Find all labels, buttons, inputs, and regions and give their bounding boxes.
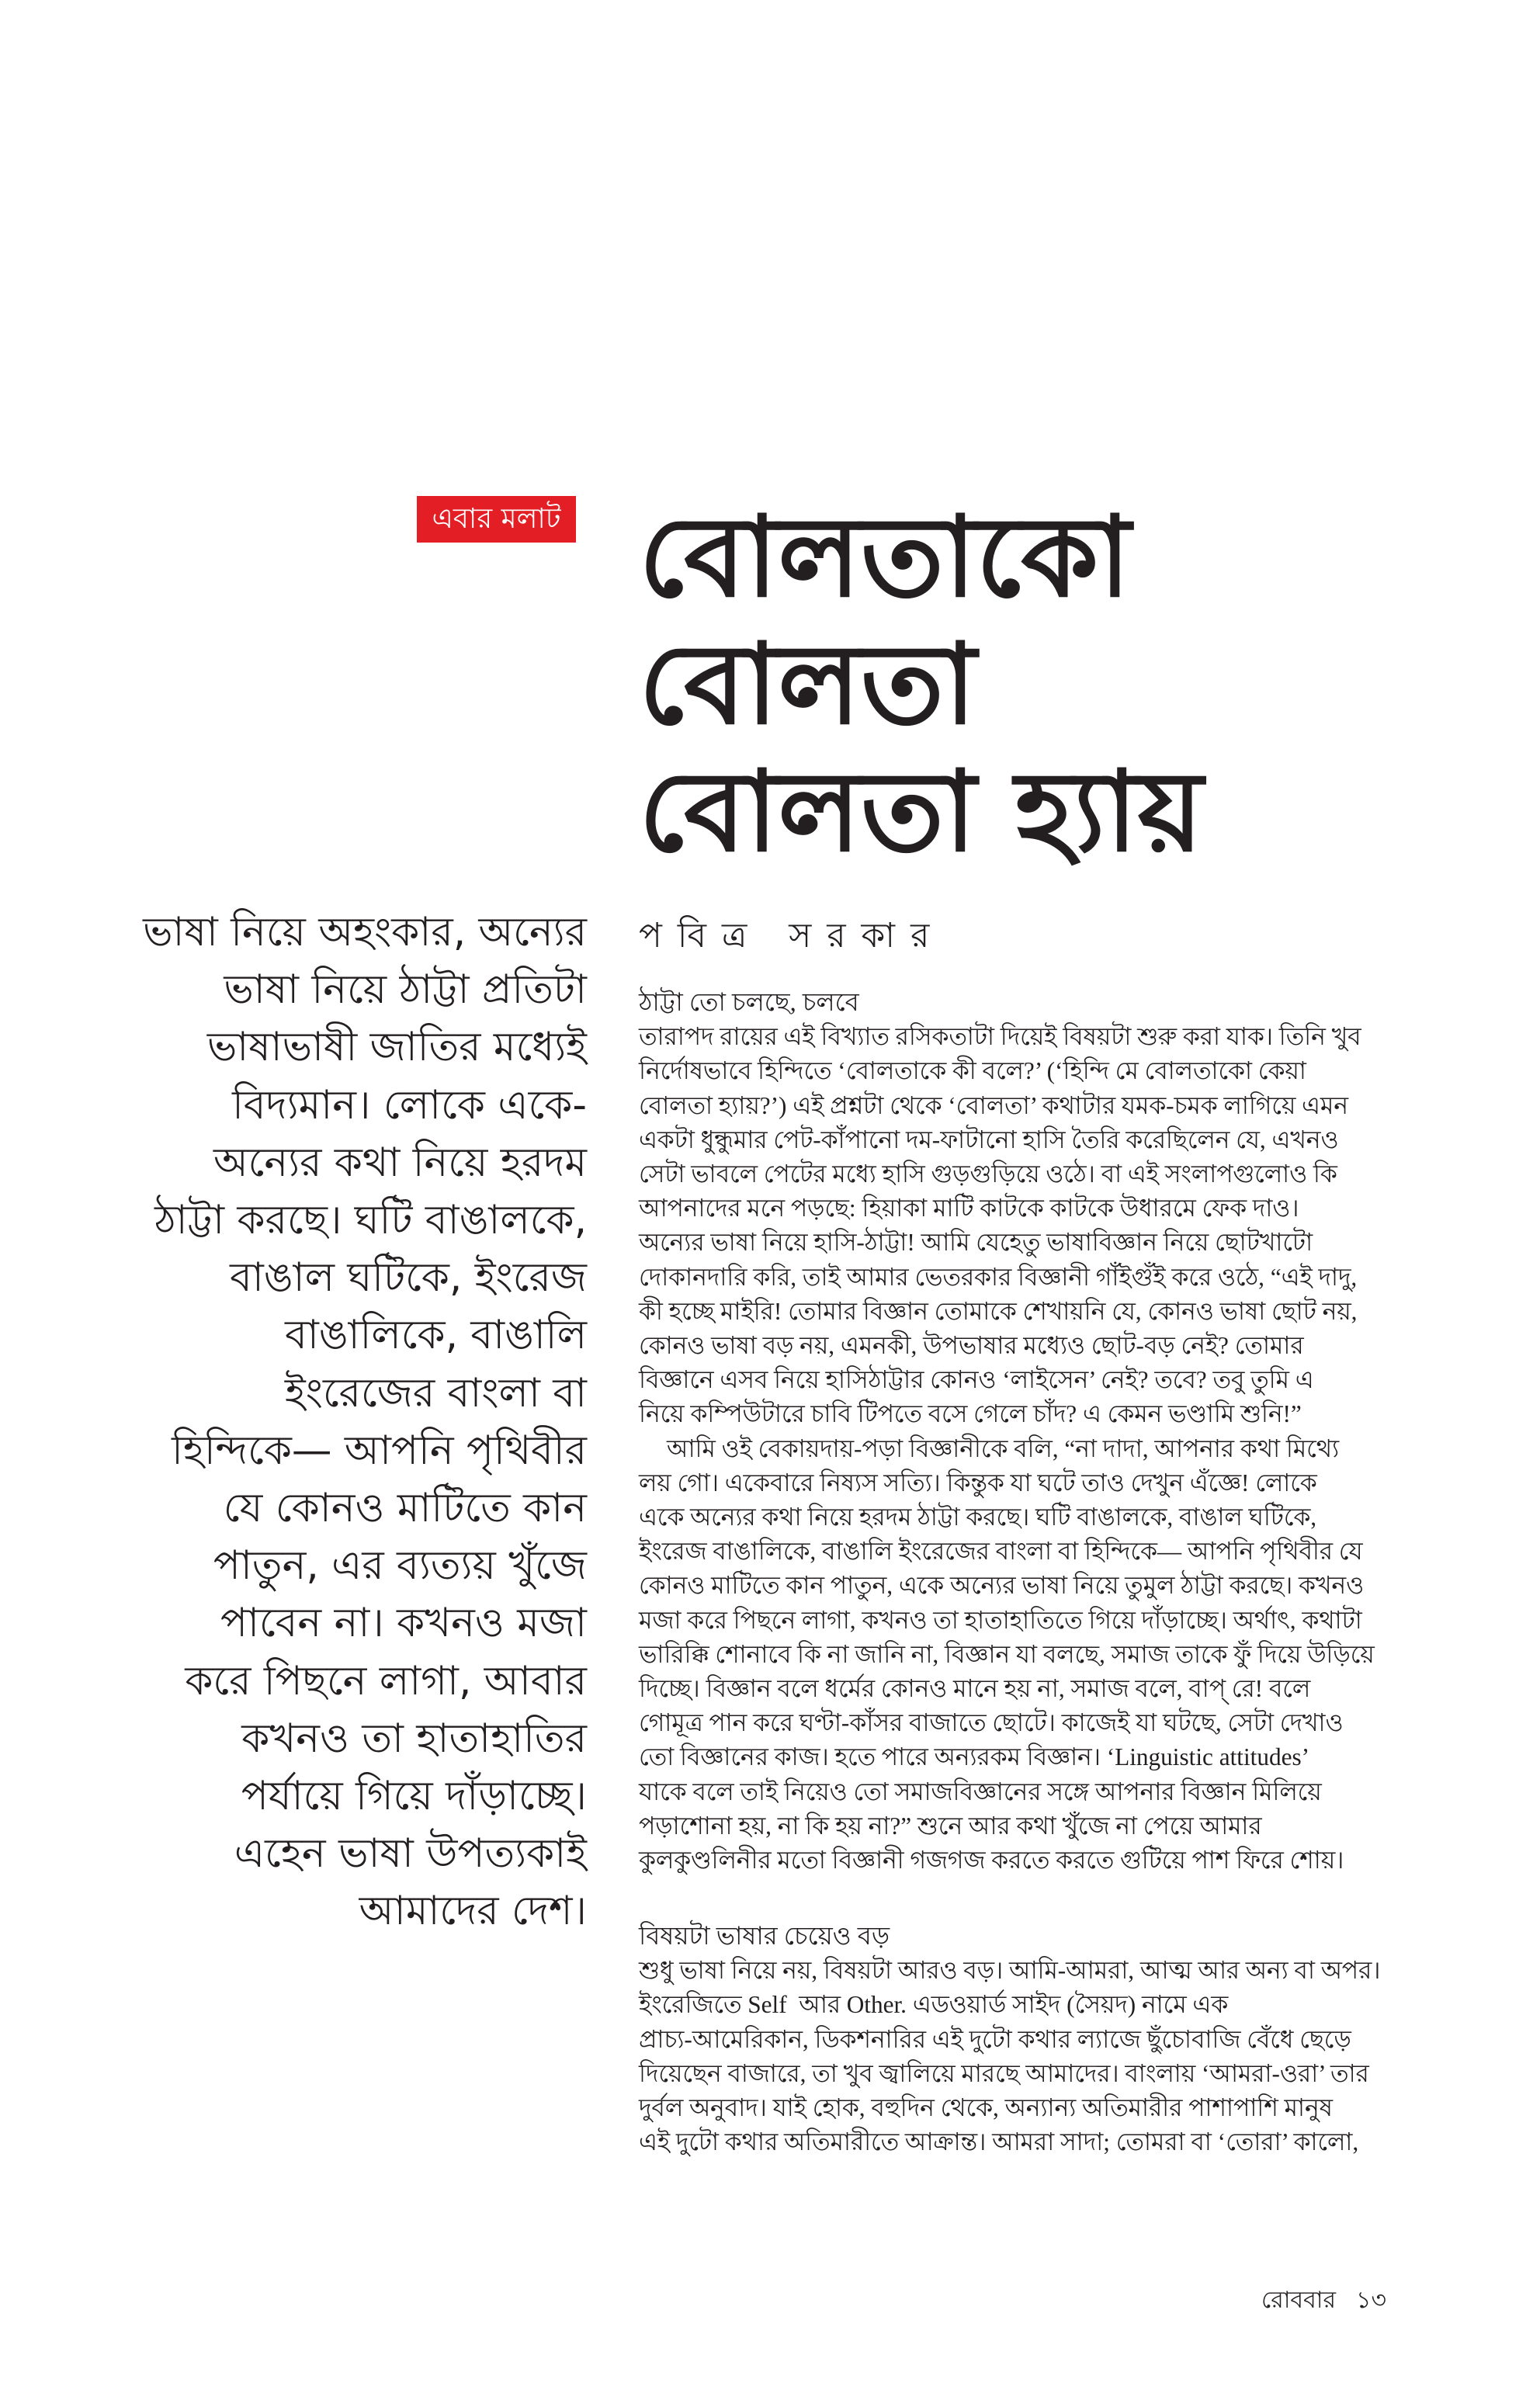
- pull-quote-line: করে পিছনে লাগা, আবার: [185, 1657, 587, 1705]
- body-line: দিয়েছেন বাজারে, তা খুব জ্বালিয়ে মারছে আমাদের। বাংলায় ‘আমরা-ওরা’ তার: [639, 2059, 1369, 2087]
- pull-quote-line: ভাষাভাষী জাতির মধ্যেই: [206, 1024, 587, 1071]
- body-line: ভারিক্কি শোনাবে কি না জানি না, বিজ্ঞান যা বলছে, সমাজ তাকে ফুঁ দিয়ে উড়িয়ে: [639, 1640, 1375, 1668]
- body-line: দিচ্ছে। বিজ্ঞান বলে ধর্মের কোনও মানে হয় না, সমাজ বলে, বাপ্ রে! বলে: [639, 1675, 1311, 1703]
- pull-quote-line: পাতুন, এর ব্যত্যয় খুঁজে: [213, 1542, 587, 1590]
- body-line: দোকানদারি করি, তাই আমার ভেতরকার বিজ্ঞানী গাঁইগুঁই করে ওঠে, “এই দাদু,: [639, 1263, 1358, 1291]
- body-line: গোমূত্র পান করে ঘণ্টা-কাঁসর বাজাতে ছোটে। কাজেই যা ঘটছে, সেটা দেখাও: [639, 1709, 1344, 1737]
- section-label: এবার মলাট: [417, 496, 576, 543]
- body-line: আমি ওই বেকায়দায়-পড়া বিজ্ঞানীকে বলি, “না দাদা, আপনার কথা মিথ্যে: [667, 1434, 1340, 1462]
- pull-quote-line: হিন্দিকে— আপনি পৃথিবীর: [172, 1427, 587, 1474]
- headline: [639, 494, 1415, 876]
- pull-quote-line: বিদ্যমান। লোকে একে-: [232, 1081, 587, 1129]
- body-line: একটা ধুন্ধুমার পেট-কাঁপানো দম-ফাটানো হাসি তৈরি করেছিলেন যে, এখনও: [639, 1125, 1339, 1153]
- headline-line: বোলতাকো: [639, 492, 1131, 622]
- pull-quote-line: বাঙালিকে, বাঙালি: [285, 1312, 587, 1359]
- pull-quote-line: এহেন ভাষা উপত্যকাই: [234, 1830, 587, 1878]
- body-line: মজা করে পিছনে লাগা, কখনও তা হাতাহাতিতে গিয়ে দাঁড়াচ্ছে। অর্থাৎ, কথাটা: [639, 1606, 1362, 1634]
- body-line: অন্যের ভাষা নিয়ে হাসি-ঠাট্টা! আমি যেহেতু ভাষাবিজ্ঞান নিয়ে ছোটখাটো: [639, 1229, 1313, 1257]
- headline-line: বোলতা: [639, 619, 976, 749]
- section-heading: ঠাট্টা তো চলছে, চলবে: [639, 989, 859, 1017]
- pull-quote-line: ভাষা নিয়ে ঠাট্টা প্রতিটা: [224, 966, 587, 1014]
- pull-quote: [47, 903, 587, 1940]
- author-byline: পবিত্র সরকার: [639, 916, 945, 955]
- body-line: বোলতা হ্যায়?’) এই প্রশ্নটা থেকে ‘বোলতা’ কথাটার যমক-চমক লাগিয়ে এমন: [639, 1091, 1348, 1119]
- body-line: লয় গো। একেবারে নিষ্যস সত্যি। কিন্তুক যা ঘটে তাও দেখুন এঁজ্ঞে! লোকে: [639, 1469, 1317, 1496]
- pull-quote-line: পর্যায়ে গিয়ে দাঁড়াচ্ছে।: [241, 1773, 587, 1820]
- pull-quote-line: কখনও তা হাতাহাতির: [241, 1715, 587, 1762]
- body-line: দুর্বল অনুবাদ। যাই হোক, বহুদিন থেকে, অন্যান্য অতিমারীর পাশাপাশি মানুষ: [639, 2094, 1333, 2122]
- body-line: কোনও ভাষা বড় নয়, এমনকী, উপভাষার মধ্যেও ছোট-বড় নেই? তোমার: [639, 1332, 1304, 1360]
- footer-publication-name: রোববার: [1261, 2287, 1337, 2314]
- body-line: একে অন্যের কথা নিয়ে হরদম ঠাট্টা করছে। ঘটি বাঙালকে, বাঙাল ঘটিকে,: [639, 1503, 1317, 1531]
- footer-page-number: ১৩: [1356, 2287, 1386, 2314]
- headline-line: বোলতা হ্যায়: [639, 747, 1203, 876]
- pull-quote-line: বাঙাল ঘটিকে, ইংরেজ: [230, 1254, 587, 1302]
- body-line: এই দুটো কথার অতিমারীতে আক্রান্ত। আমরা সাদা; তোমরা বা ‘তোরা’ কালো,: [639, 2128, 1359, 2156]
- pull-quote-line: যে কোনও মাটিতে কান: [223, 1485, 587, 1532]
- pull-quote-line: ভাষা নিয়ে অহংকার, অন্যের: [143, 909, 587, 955]
- article-section: [639, 1920, 1382, 2159]
- pull-quote-line: আমাদের দেশ।: [359, 1888, 587, 1935]
- page-footer: [1261, 2285, 1386, 2316]
- article-section: [639, 986, 1382, 1878]
- body-line: ইংরেজিতে Self আর Other. এডওয়ার্ড সাইদ (সৈয়দ) নামে এক: [639, 1991, 1229, 2019]
- body-line: নিয়ে কম্পিউটারে চাবি টিপতে বসে গেলে চাঁদ? এ কেমন ভণ্ডামি শুনি!”: [639, 1400, 1302, 1428]
- body-line: তারাপদ রায়ের এই বিখ্যাত রসিকতাটা দিয়েই বিষয়টা শুরু করা যাক। তিনি খুব: [639, 1023, 1361, 1051]
- body-line: যাকে বলে তাই নিয়েও তো সমাজবিজ্ঞানের সঙ্গে আপনার বিজ্ঞান মিলিয়ে: [639, 1777, 1322, 1805]
- body-line: কোনও মাটিতে কান পাতুন, একে অন্যের ভাষা নিয়ে তুমুল ঠাট্টা করছে। কখনও: [639, 1572, 1365, 1600]
- body-line: পড়াশোনা হয়, না কি হয় না?” শুনে আর কথা খুঁজে না পেয়ে আমার: [639, 1812, 1262, 1840]
- body-line: সেটা ভাবলে পেটের মধ্যে হাসি গুড়গুড়িয়ে ওঠে। বা এই সংলাপগুলোও কি: [639, 1160, 1337, 1188]
- pull-quote-line: ইংরেজের বাংলা বা: [284, 1369, 587, 1417]
- pull-quote-line: ঠাট্টা করছে। ঘটি বাঙালকে,: [154, 1197, 587, 1244]
- body-line: আপনাদের মনে পড়ছে: হিয়াকা মাটি কাটকে কাটকে উধারমে ফেক দাও।: [639, 1195, 1299, 1223]
- pull-quote-line: অন্যের কথা নিয়ে হরদম: [213, 1139, 587, 1186]
- body-line: কুলকুণ্ডলিনীর মতো বিজ্ঞানী গজগজ করতে করতে গুটিয়ে পাশ ফিরে শোয়।: [639, 1847, 1344, 1875]
- body-line: প্রাচ্য-আমেরিকান, ডিকশনারির এই দুটো কথার ল্যাজে ছুঁচোবাজি বেঁধে ছেড়ে: [639, 2025, 1351, 2053]
- section-heading: বিষয়টা ভাষার চেয়েও বড়: [639, 1923, 890, 1951]
- body-line: শুধু ভাষা নিয়ে নয়, বিষয়টা আরও বড়। আমি-আমরা, আত্ম আর অন্য বা অপর।: [639, 1957, 1381, 1985]
- body-line: তো বিজ্ঞানের কাজ। হতে পারে অন্যরকম বিজ্ঞান। ‘Linguistic attitudes’: [639, 1743, 1310, 1771]
- body-line: নির্দোষভাবে হিন্দিতে ‘বোলতাকে কী বলে?’ (‘হিন্দি মে বোলতাকো কেয়া: [639, 1057, 1306, 1085]
- body-line: ইংরেজ বাঙালিকে, বাঙালি ইংরেজের বাংলা বা হিন্দিকে— আপনি পৃথিবীর যে: [639, 1538, 1363, 1566]
- pull-quote-line: পাবেন না। কখনও মজা: [220, 1600, 587, 1647]
- body-line: বিজ্ঞানে এসব নিয়ে হাসিঠাট্টার কোনও ‘লাইসেন’ নেই? তবে? তবু তুমি এ: [639, 1366, 1314, 1394]
- body-line: কী হচ্ছে মাইরি! তোমার বিজ্ঞান তোমাকে শেখায়নি যে, কোনও ভাষা ছোট নয়,: [639, 1297, 1358, 1325]
